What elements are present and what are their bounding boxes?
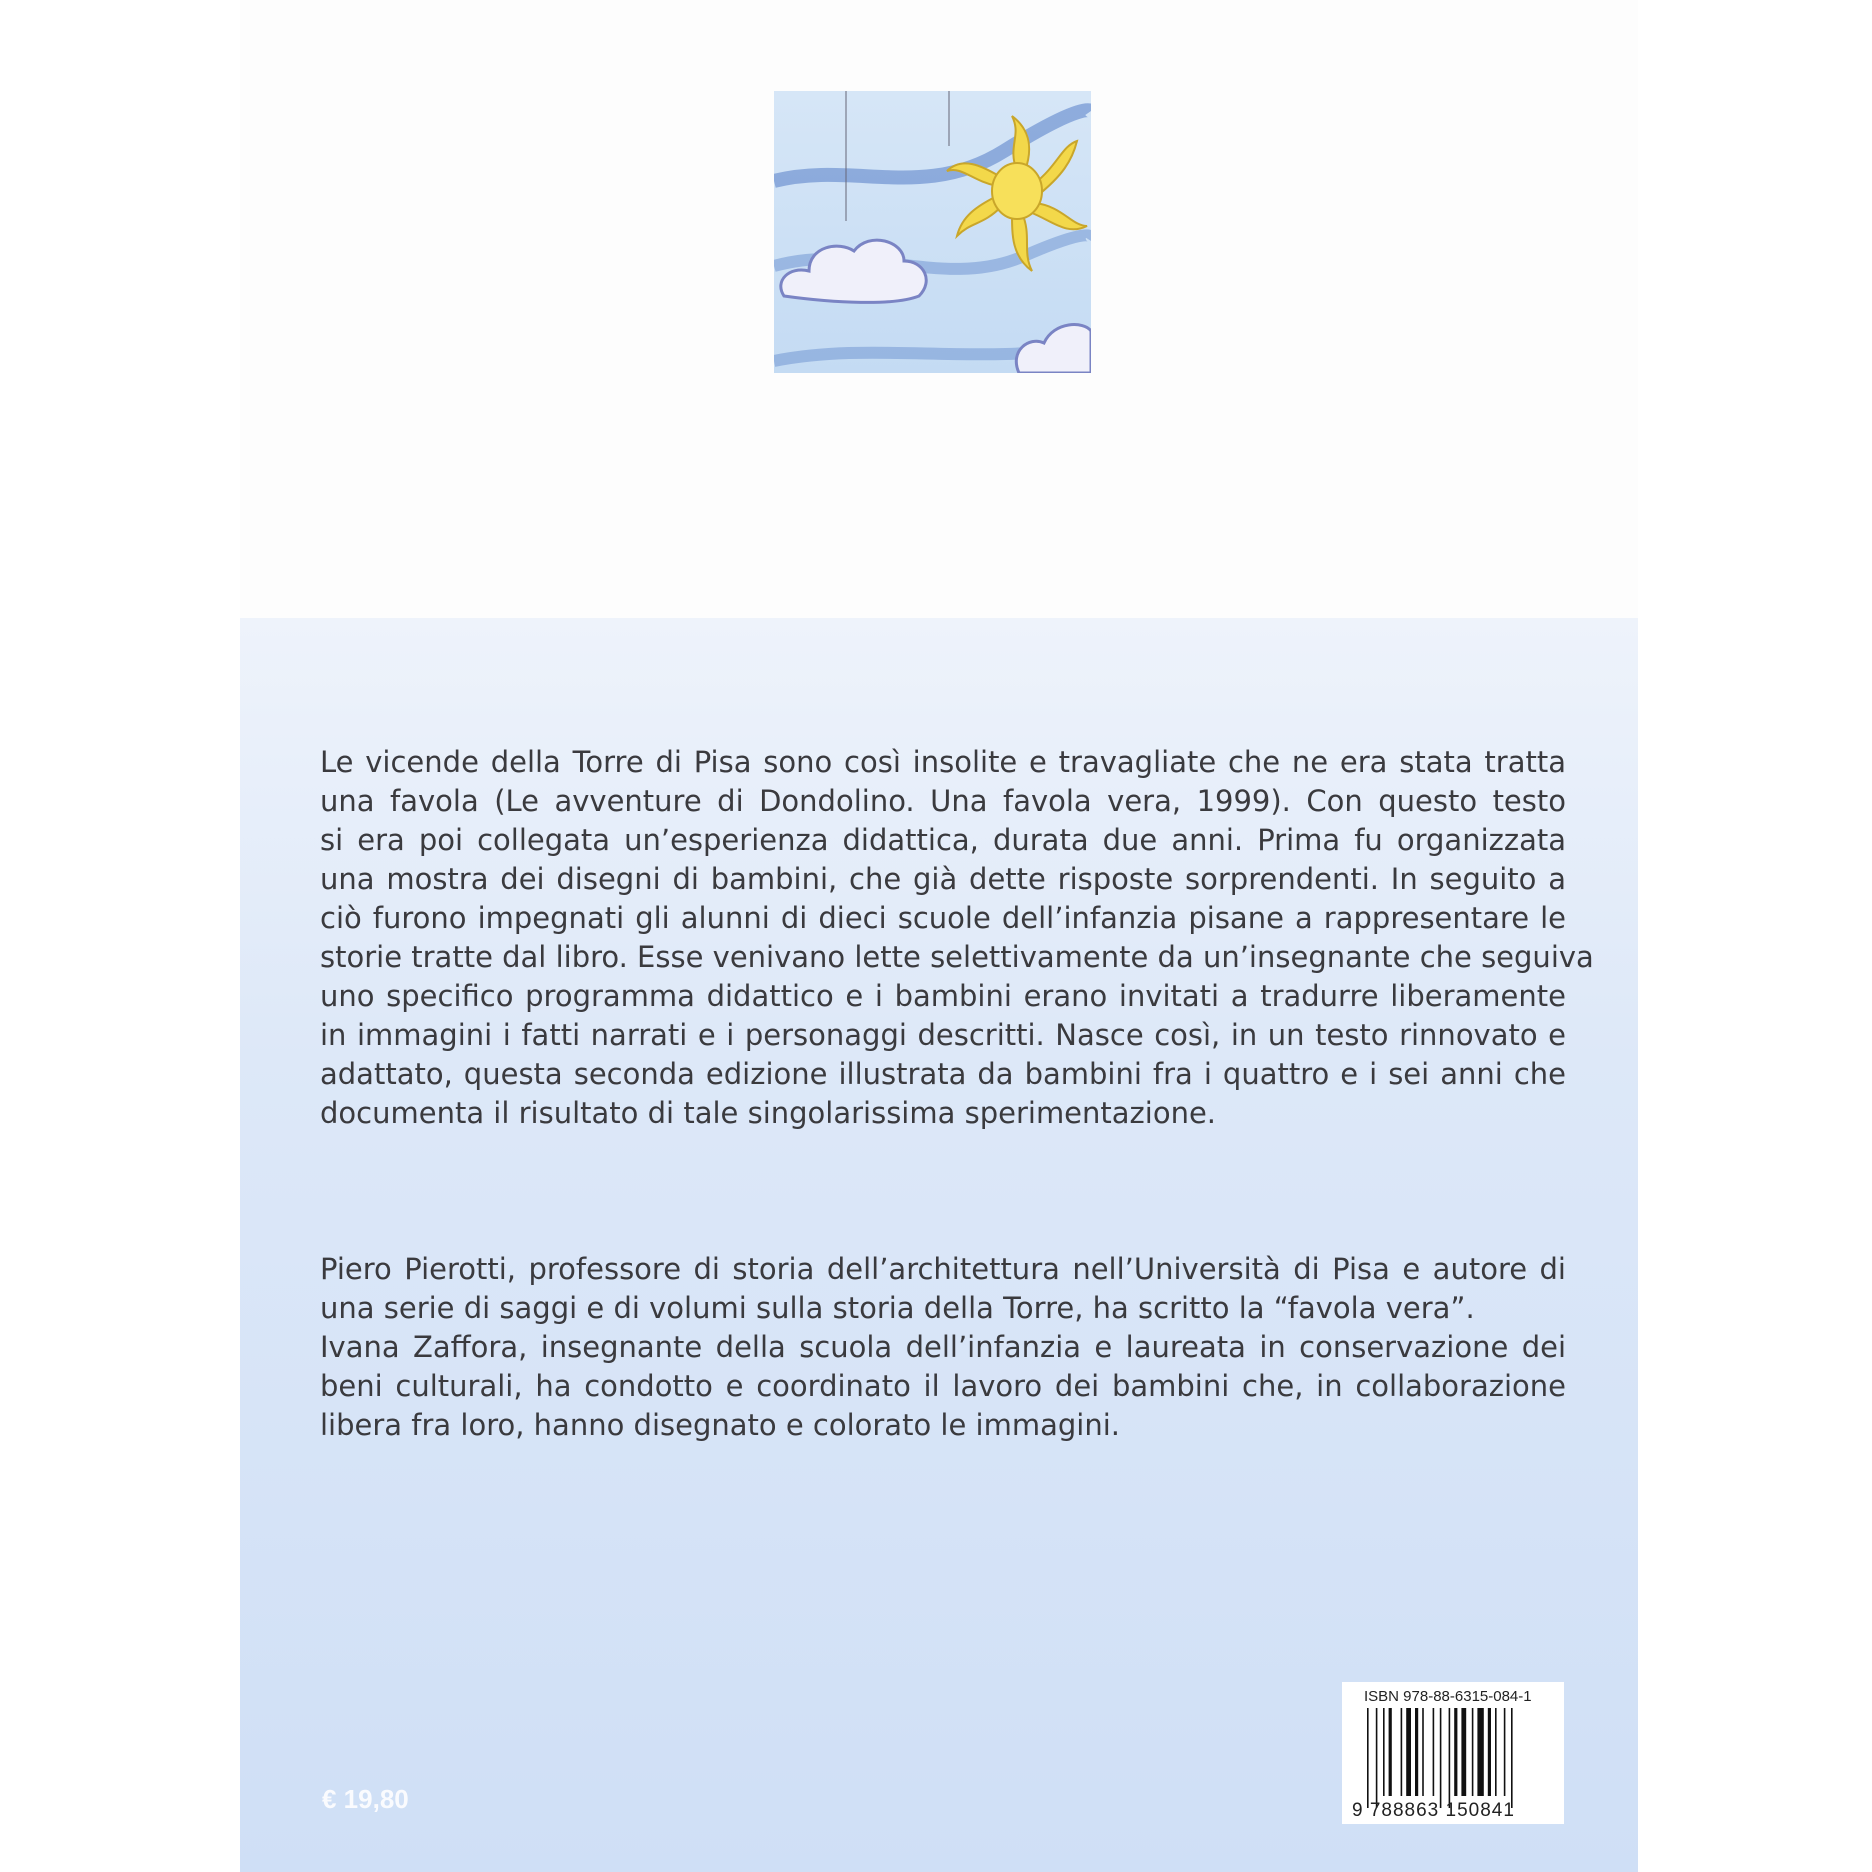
barcode-bar bbox=[1415, 1708, 1418, 1796]
barcode-bar bbox=[1472, 1708, 1474, 1796]
barcode-bar bbox=[1376, 1708, 1378, 1808]
barcode-bar bbox=[1433, 1708, 1435, 1796]
text-line: documenta il risultato di tale singolarissima sperimentazione. bbox=[320, 1096, 1217, 1130]
text-line: una mostra dei disegni di bambini, che già dette risposte sorprendenti. In seguito a bbox=[320, 862, 1566, 896]
barcode-bar bbox=[1401, 1708, 1403, 1796]
barcode-bar bbox=[1477, 1708, 1483, 1796]
authors-paragraph bbox=[320, 1250, 1566, 1445]
text-line: una favola (Le avventure di Dondolino. Una favola vera, 1999). Con questo testo bbox=[320, 784, 1566, 818]
text-line: si era poi collegata un’esperienza didattica, durata due anni. Prima fu organizzata bbox=[320, 823, 1566, 857]
barcode-bar bbox=[1488, 1708, 1491, 1796]
description-paragraph bbox=[320, 743, 1594, 1133]
text-line: ciò furono impegnati gli alunni di dieci scuole dell’infanzia pisane a rappresentare le bbox=[320, 901, 1566, 935]
barcode-bar bbox=[1367, 1708, 1369, 1808]
barcode-bar bbox=[1504, 1708, 1506, 1796]
barcode-bar bbox=[1383, 1708, 1385, 1796]
barcode-bar bbox=[1449, 1708, 1451, 1808]
text-line: beni culturali, ha condotto e coordinato il lavoro dei bambini che, in collaborazione bbox=[320, 1369, 1566, 1403]
sun-clouds-illustration bbox=[774, 91, 1091, 373]
text-line: libera fra loro, hanno disegnato e colorato le immagini. bbox=[320, 1408, 1120, 1442]
text-line: Piero Pierotti, professore di storia dell’architettura nell’Università di Pisa e autore di bbox=[320, 1252, 1566, 1286]
barcode-bar bbox=[1422, 1708, 1424, 1796]
text-line: storie tratte dal libro. Esse venivano lette selettivamente da un’insegnante che seguiva bbox=[320, 940, 1594, 974]
barcode-bar bbox=[1454, 1708, 1457, 1796]
text-line: Ivana Zaffora, insegnante della scuola dell’infanzia e laureata in conservazione dei bbox=[320, 1330, 1566, 1364]
barcode-bar bbox=[1389, 1708, 1392, 1796]
barcode-bar bbox=[1461, 1708, 1466, 1796]
barcode-bar bbox=[1511, 1708, 1513, 1808]
text-line: in immagini i fatti narrati e i personaggi descritti. Nasce così, in un testo rinnovato e bbox=[320, 1018, 1566, 1052]
price-label: € 19,80 bbox=[322, 1784, 409, 1814]
text-line: una serie di saggi e di volumi sulla storia della Torre, ha scritto la “favola vera”. bbox=[320, 1291, 1475, 1325]
barcode-bar bbox=[1440, 1708, 1442, 1808]
barcode-bars bbox=[1367, 1708, 1542, 1808]
text-line: Le vicende della Torre di Pisa sono così insolite e travagliate che ne era stata tratta bbox=[320, 745, 1566, 779]
text-line: adattato, questa seconda edizione illustrata da bambini fra i quattro e i sei anni che bbox=[320, 1057, 1566, 1091]
barcode-digits: 9 788863 150841 bbox=[1352, 1800, 1515, 1821]
barcode-bar bbox=[1406, 1708, 1411, 1796]
isbn-barcode bbox=[1342, 1682, 1564, 1824]
isbn-text: ISBN 978-88-6315-084-1 bbox=[1364, 1688, 1532, 1705]
text-line: uno specifico programma didattico e i bambini erano invitati a tradurre liberamente bbox=[320, 979, 1566, 1013]
barcode-bar bbox=[1495, 1708, 1497, 1796]
